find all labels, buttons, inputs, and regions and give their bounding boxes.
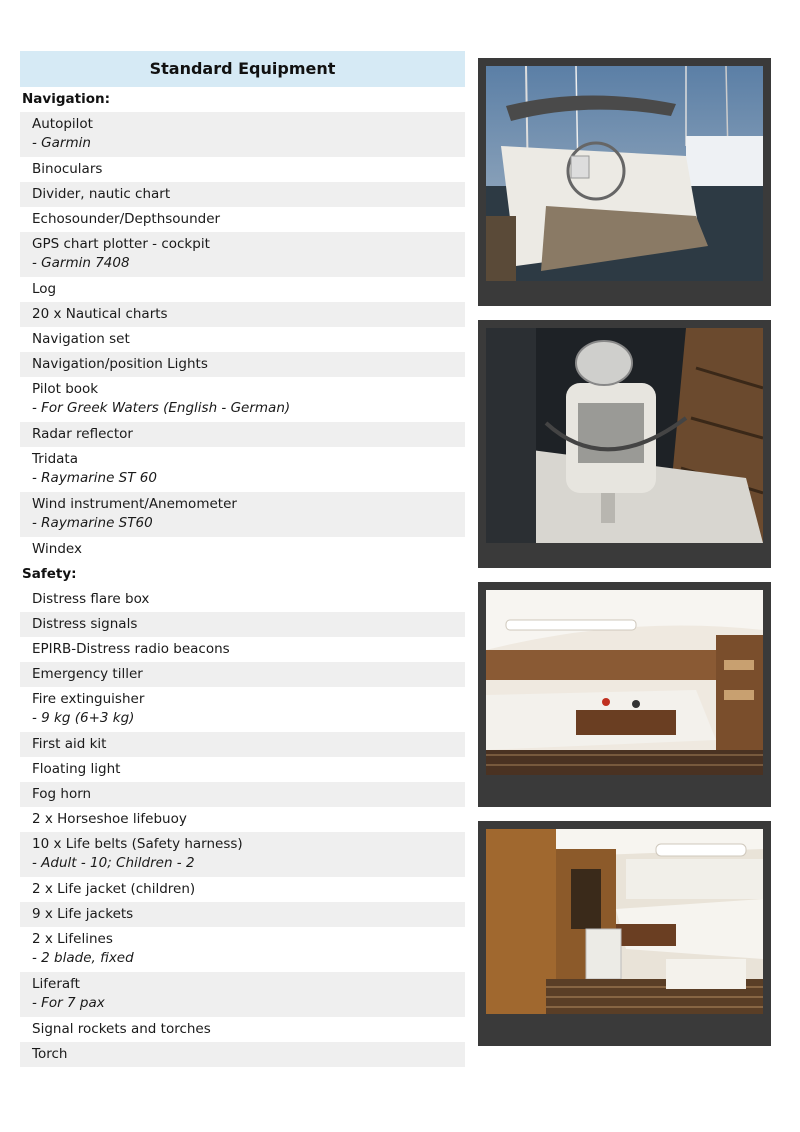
- item-detail: - Garmin 7408: [32, 255, 130, 271]
- item-detail: - For 7 pax: [32, 995, 105, 1011]
- item-name: Radar reflector: [32, 426, 133, 442]
- cabin-interior-photo: [486, 829, 763, 1014]
- equipment-item: [20, 352, 465, 377]
- equipment-item: [20, 447, 465, 492]
- equipment-item: [20, 972, 465, 1017]
- item-name: Navigation/position Lights: [32, 356, 208, 372]
- photo-frame-2: [478, 320, 771, 568]
- sailboat-cockpit-photo: [486, 66, 763, 281]
- item-name: Distress flare box: [32, 591, 150, 607]
- item-detail: - Garmin: [32, 135, 91, 151]
- item-name: Liferaft: [32, 976, 80, 992]
- equipment-item: [20, 277, 465, 302]
- item-name: Echosounder/Depthsounder: [32, 211, 221, 227]
- equipment-item: [20, 232, 465, 277]
- item-name: Autopilot: [32, 116, 93, 132]
- item-name: Tridata: [32, 451, 78, 467]
- item-name: 2 x Life jacket (children): [32, 881, 196, 897]
- item-detail: - 9 kg (6+3 kg): [32, 710, 135, 726]
- section-heading: Safety:: [22, 566, 77, 582]
- item-detail: - Adult - 10; Children - 2: [32, 855, 195, 871]
- equipment-item: [20, 302, 465, 327]
- equipment-item: [20, 1017, 465, 1042]
- equipment-item: [20, 927, 465, 972]
- equipment-item: [20, 757, 465, 782]
- item-detail: - For Greek Waters (English - German): [32, 400, 291, 416]
- item-name: Windex: [32, 541, 82, 557]
- item-name: Fire extinguisher: [32, 691, 145, 707]
- section-heading: Navigation:: [22, 91, 110, 107]
- item-name: Navigation set: [32, 331, 130, 347]
- equipment-item: [20, 422, 465, 447]
- equipment-item: [20, 377, 465, 422]
- equipment-item: [20, 612, 465, 637]
- item-name: Wind instrument/Anemometer: [32, 496, 237, 512]
- item-detail: - Raymarine ST 60: [32, 470, 157, 486]
- sections-container: [20, 87, 465, 1067]
- item-name: Distress signals: [32, 616, 138, 632]
- equipment-item: [20, 732, 465, 757]
- item-name: EPIRB-Distress radio beacons: [32, 641, 230, 657]
- equipment-item: [20, 1042, 465, 1067]
- item-name: Emergency tiller: [32, 666, 143, 682]
- equipment-item: [20, 537, 465, 562]
- equipment-list: [20, 51, 465, 1067]
- item-name: GPS chart plotter - cockpit: [32, 236, 210, 252]
- item-name: 2 x Horseshoe lifebuoy: [32, 811, 187, 827]
- item-detail: - 2 blade, fixed: [32, 950, 134, 966]
- item-name: Torch: [32, 1046, 68, 1062]
- item-name: Floating light: [32, 761, 121, 777]
- helm-steering-pedestal-photo: [486, 328, 763, 543]
- equipment-item: [20, 637, 465, 662]
- item-name: First aid kit: [32, 736, 107, 752]
- item-name: 10 x Life belts (Safety harness): [32, 836, 243, 852]
- equipment-item: [20, 182, 465, 207]
- equipment-item: [20, 902, 465, 927]
- item-detail: - Raymarine ST60: [32, 515, 153, 531]
- equipment-item: [20, 207, 465, 232]
- item-name: 20 x Nautical charts: [32, 306, 168, 322]
- photo-frame-1: [478, 58, 771, 306]
- equipment-item: [20, 662, 465, 687]
- equipment-item: [20, 782, 465, 807]
- item-name: 9 x Life jackets: [32, 906, 134, 922]
- photo-frame-4: [478, 821, 771, 1046]
- saloon-interior-photo: [486, 590, 763, 775]
- item-name: Signal rockets and torches: [32, 1021, 211, 1037]
- item-name: Fog horn: [32, 786, 92, 802]
- item-name: 2 x Lifelines: [32, 931, 113, 947]
- item-name: Log: [32, 281, 57, 297]
- equipment-item: [20, 807, 465, 832]
- equipment-item: [20, 832, 465, 877]
- item-name: Pilot book: [32, 381, 99, 397]
- equipment-item: [20, 327, 465, 352]
- equipment-item: [20, 112, 465, 157]
- equipment-item: [20, 492, 465, 537]
- equipment-item: [20, 157, 465, 182]
- equipment-item: [20, 587, 465, 612]
- photo-frame-3: [478, 582, 771, 807]
- equipment-item: [20, 687, 465, 732]
- item-name: Binoculars: [32, 161, 103, 177]
- page-title: Standard Equipment: [20, 51, 465, 87]
- item-name: Divider, nautic chart: [32, 186, 171, 202]
- equipment-item: [20, 877, 465, 902]
